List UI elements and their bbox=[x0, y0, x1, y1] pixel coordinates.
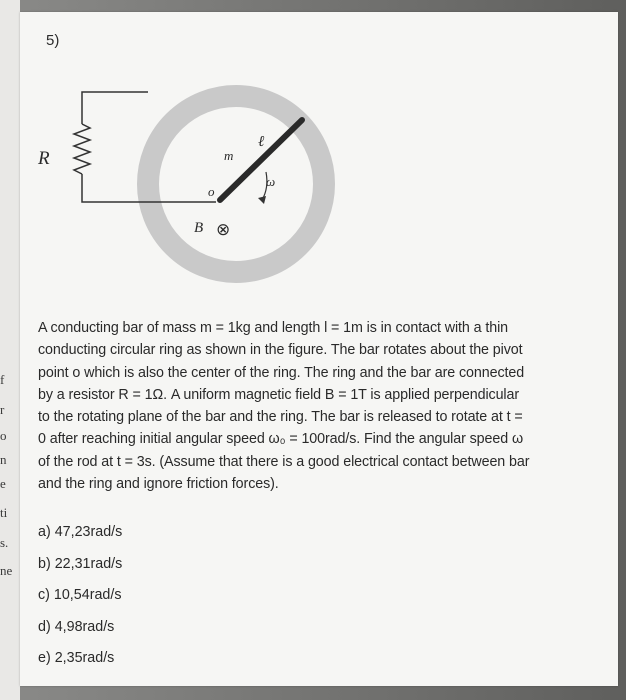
circuit-wire-top bbox=[82, 92, 148, 124]
edge-fragment: ti bbox=[0, 505, 8, 520]
problem-line: conducting circular ring as shown in the figure. The bar rotates about the pivot bbox=[38, 342, 523, 359]
answer-option-a[interactable] bbox=[38, 521, 122, 553]
answer-option-b[interactable] bbox=[38, 553, 122, 585]
edge-fragment: e bbox=[0, 476, 6, 491]
length-label: ℓ bbox=[258, 134, 265, 150]
pivot-point bbox=[218, 198, 223, 203]
problem-line: A conducting bar of mass m = 1kg and length l = 1m is in contact with a thin bbox=[38, 320, 509, 336]
option-value: 4,98 bbox=[54, 618, 83, 635]
question-page bbox=[20, 12, 618, 686]
edge-fragment: f bbox=[0, 372, 5, 387]
rotation-arrowhead bbox=[258, 196, 266, 204]
answer-options bbox=[38, 521, 122, 679]
option-value: 22,31 bbox=[54, 555, 91, 572]
answer-option-e[interactable] bbox=[38, 647, 122, 679]
omega-label: ω bbox=[266, 174, 276, 189]
resistor-symbol bbox=[74, 124, 90, 174]
question-number: 5) bbox=[46, 32, 60, 49]
option-unit: rad/s bbox=[89, 587, 122, 603]
edge-fragment: ne bbox=[0, 563, 13, 578]
pivot-label: o bbox=[208, 184, 215, 199]
option-unit: rad/s bbox=[90, 555, 123, 572]
rotating-bar-figure bbox=[20, 12, 618, 312]
problem-line: by a resistor R = 1Ω. A uniform magnetic field B = 1T is applied perpendicular bbox=[38, 386, 520, 403]
problem-line: 0 after reaching initial angular speed ω₀ = 100rad/s. Find the angular speed ω bbox=[38, 431, 524, 448]
problem-line: to the rotating plane of the bar and the ring. The bar is released to rotate at t = bbox=[38, 409, 523, 426]
answer-option-c[interactable] bbox=[38, 584, 122, 616]
option-unit: rad/s bbox=[82, 650, 115, 666]
option-letter: a) bbox=[38, 524, 51, 540]
field-into-page-icon: ⊗ bbox=[216, 220, 231, 240]
option-value: 10,54 bbox=[53, 587, 90, 603]
resistor-label: R bbox=[38, 148, 50, 169]
adjacent-page-edge bbox=[0, 0, 20, 700]
edge-fragment: r bbox=[0, 402, 5, 417]
option-value: 47,23 bbox=[54, 524, 91, 540]
option-letter: d) bbox=[38, 618, 51, 635]
edge-fragment: n bbox=[0, 452, 7, 467]
problem-line: of the rod at t = 3s. (Assume that there is a good electrical contact between bar bbox=[38, 453, 530, 470]
option-letter: c) bbox=[38, 587, 50, 603]
answer-option-d[interactable] bbox=[38, 616, 122, 648]
edge-fragment: o bbox=[0, 428, 7, 443]
option-unit: rad/s bbox=[82, 618, 115, 635]
edge-fragment: s. bbox=[0, 535, 9, 550]
field-label: B bbox=[194, 220, 204, 236]
problem-statement bbox=[38, 317, 598, 495]
option-unit: rad/s bbox=[90, 524, 123, 540]
option-value: 2,35 bbox=[54, 650, 83, 666]
problem-line: and the ring and ignore friction forces). bbox=[38, 476, 279, 493]
option-letter: e) bbox=[38, 650, 51, 666]
problem-line: point o which is also the center of the ring. The ring and the bar are connected bbox=[38, 364, 525, 381]
mass-label: m bbox=[224, 148, 234, 163]
option-letter: b) bbox=[38, 555, 51, 572]
